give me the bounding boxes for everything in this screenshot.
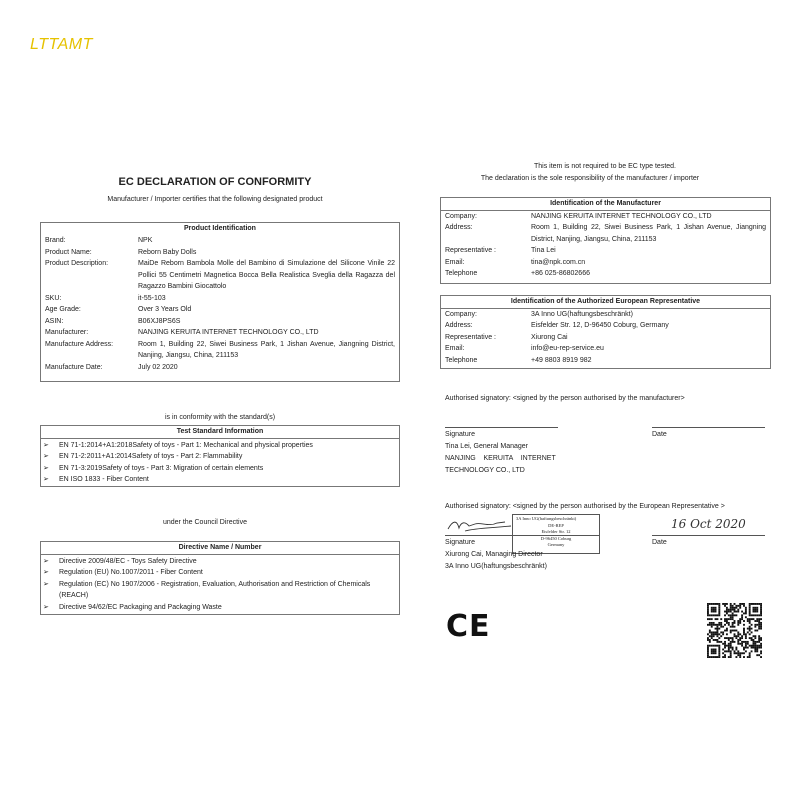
manufacturer-header: Identification of the Manufacturer	[441, 198, 770, 211]
signer-company-2: 3A Inno UG(haftungsbeschränkt)	[445, 563, 547, 570]
date-label-1: Date	[652, 431, 667, 438]
field-label: Address:	[445, 224, 473, 231]
eu-rep-header: Identification of the Authorized European Representative	[441, 296, 770, 309]
signer-name-2: Xiurong Cai, Managing Director	[445, 551, 543, 558]
field-label: Manufacturer:	[45, 329, 89, 336]
handwritten-signature	[445, 514, 515, 536]
field-label: Representative :	[445, 247, 496, 254]
stamp-line: 3A Inno UG(haftungsbeschränkt)	[516, 516, 577, 521]
list-item-text: EN 71-1:2014+A1:2018Safety of toys - Part 1: Mechanical and physical properties	[59, 441, 313, 449]
field-label: Company:	[445, 212, 477, 220]
handwritten-date: 16 Oct 2020	[671, 517, 746, 531]
council-line: under the Council Directive	[162, 519, 248, 526]
date-line-1	[652, 427, 765, 428]
field-value: Eisfelder Str. 12, D-96450 Coburg, Germany	[531, 322, 669, 329]
stamp-line: Eisfelder Str. 12	[541, 529, 571, 534]
bullet-arrow-icon: ➢	[43, 580, 49, 588]
field-row	[445, 211, 766, 223]
stamp-line: D-96450 Coburg	[540, 535, 572, 541]
list-item-text: Directive 2009/48/EC - Toys Safety Directive	[59, 557, 197, 565]
stamp-line: Germany	[547, 542, 565, 547]
field-value: NANJING KERUITA INTERNET TECHNOLOGY CO., LTD	[138, 329, 319, 336]
field-row	[45, 258, 395, 293]
list-item	[41, 579, 399, 602]
field-row	[445, 343, 766, 355]
product-identification-box	[40, 222, 400, 382]
field-label: Address:	[445, 322, 473, 329]
list-item-text: Regulation (EU) No.1007/2011 - Fiber Content	[59, 569, 203, 576]
field-value: NANJING KERUITA INTERNET TECHNOLOGY CO., LTD	[531, 212, 712, 220]
field-label: SKU:	[45, 294, 62, 302]
field-row	[45, 304, 395, 316]
declaration-title: EC DECLARATION OF CONFORMITY	[118, 176, 312, 188]
bullet-arrow-icon: ➢	[43, 603, 49, 611]
field-row	[45, 339, 395, 362]
date-line-2	[652, 535, 765, 536]
standards-header: Test Standard Information	[41, 426, 399, 439]
field-row	[445, 332, 766, 344]
field-label: Manufacture Date:	[45, 363, 103, 371]
field-value: info@eu-rep-service.eu	[531, 345, 604, 352]
bullet-arrow-icon: ➢	[43, 569, 49, 576]
field-row	[45, 327, 395, 339]
signature-label-1: Signature	[445, 431, 475, 438]
field-label: Telephone	[445, 356, 478, 364]
field-label: ASIN:	[45, 317, 64, 325]
field-row	[445, 355, 766, 367]
conformity-line: is in conformity with the standard(s)	[164, 414, 276, 421]
signature-label-2: Signature	[445, 539, 475, 546]
bullet-arrow-icon: ➢	[43, 453, 49, 460]
field-value: +86 025-86802666	[531, 270, 590, 277]
field-row	[445, 257, 766, 269]
field-value: Tina Lei	[531, 247, 556, 254]
field-value: B06XJ8PS6S	[138, 317, 181, 325]
qr-code-icon	[707, 603, 762, 658]
field-row	[45, 247, 395, 259]
field-row	[45, 235, 395, 247]
signature-line-1	[445, 427, 558, 428]
field-value: Room 1, Building 22, Siwei Business Park, 1 Jishan Avenue, Jiangning District, Nanjing, Jiangsu, China, 211153	[531, 224, 766, 243]
field-value: tina@npk.com.cn	[531, 258, 586, 266]
company-stamp	[512, 514, 600, 554]
list-item	[41, 474, 399, 486]
signature-line-2	[445, 535, 600, 536]
field-value: Xiurong Cai	[531, 333, 568, 341]
field-value: 3A Inno UG(haftungsbeschränkt)	[531, 310, 633, 318]
bullet-arrow-icon: ➢	[43, 441, 49, 449]
manufacturer-box	[440, 197, 771, 284]
field-label: Company:	[445, 310, 477, 318]
field-value: July 02 2020	[138, 363, 178, 371]
list-item-text: EN ISO 1833 - Fiber Content	[59, 476, 149, 483]
bullet-arrow-icon: ➢	[43, 557, 49, 565]
field-row	[45, 293, 395, 305]
field-value: Room 1, Building 22, Siwei Business Park, 1 Jishan Avenue, Jiangning District, Nanjing, Jiangsu, China, 211153	[138, 340, 395, 359]
field-value: it-55-103	[138, 294, 166, 302]
field-row	[445, 245, 766, 257]
date-label-2: Date	[652, 539, 667, 546]
field-label: Product Description:	[45, 260, 109, 267]
field-row	[45, 316, 395, 328]
note-not-tested: This item is not required to be EC type tested.	[533, 163, 676, 170]
field-row	[445, 309, 766, 321]
eu-rep-box	[440, 295, 771, 369]
declaration-subtitle: Manufacturer / Importer certifies that the following designated product	[107, 196, 323, 203]
list-item	[41, 440, 399, 452]
list-item	[41, 567, 399, 579]
list-item	[41, 602, 399, 614]
bullet-arrow-icon: ➢	[43, 464, 49, 472]
field-row	[445, 222, 766, 245]
list-item	[41, 556, 399, 568]
field-label: Age Grade:	[45, 306, 81, 313]
list-item	[41, 463, 399, 475]
field-value: +49 8803 8919 982	[531, 356, 592, 364]
list-item-text: EN 71-2:2011+A1:2014Safety of toys - Part 2: Flammability	[59, 453, 243, 460]
field-label: Email:	[445, 258, 465, 266]
bullet-arrow-icon: ➢	[43, 476, 49, 483]
field-row	[445, 320, 766, 332]
note-responsibility: The declaration is the sole responsibility of the manufacturer / importer	[480, 175, 700, 182]
list-item-text: Regulation (EC) No 1907/2006 - Registration, Evaluation, Authorisation and Restriction of Chemicals (REACH)	[59, 580, 371, 599]
signatory-manufacturer-label: Authorised signatory: <signed by the person authorised by the manufacturer>	[445, 395, 685, 402]
signer-name-1: Tina Lei, General Manager	[445, 443, 529, 450]
field-label: Telephone	[445, 270, 478, 277]
field-label: Manufacture Address:	[45, 340, 114, 348]
list-item	[41, 451, 399, 463]
list-item-text: Directive 94/62/EC Packaging and Packaging Waste	[59, 603, 222, 611]
directives-box	[40, 541, 400, 615]
field-value: Reborn Baby Dolls	[138, 248, 197, 256]
field-value: MaiDe Reborn Bambola Molle del Bambino di Simulazione del Silicone Vinile 22 Pollici 55 Centimetri Magnetica Bocca Bella Realistica Sveglia della Ragazza del Ragazzo Bambini Giocattolo	[138, 260, 395, 290]
standards-box	[40, 425, 400, 487]
field-label: Product Name:	[45, 248, 92, 256]
signer-company-1a: NANJING KERUITA INTERNET	[445, 455, 556, 462]
stamp-line: DE-REP	[548, 522, 564, 528]
field-label: Email:	[445, 345, 465, 352]
field-row	[45, 362, 395, 374]
directives-header: Directive Name / Number	[41, 542, 399, 555]
signer-company-1b: TECHNOLOGY CO., LTD	[445, 467, 525, 474]
field-label: Representative :	[445, 333, 496, 341]
field-label: Brand:	[45, 237, 66, 244]
field-value: NPK	[138, 237, 153, 244]
field-value: Over 3 Years Old	[138, 306, 192, 313]
list-item-text: EN 71-3:2019Safety of toys - Part 3: Migration of certain elements	[59, 464, 264, 472]
product-identification-header: Product Identification	[184, 225, 256, 232]
signatory-eu-rep-label: Authorised signatory: <signed by the person authorised by the European Representative >	[445, 503, 725, 510]
watermark: LTTAMT	[30, 36, 93, 53]
ce-mark: CE	[446, 609, 491, 644]
field-row	[445, 268, 766, 280]
